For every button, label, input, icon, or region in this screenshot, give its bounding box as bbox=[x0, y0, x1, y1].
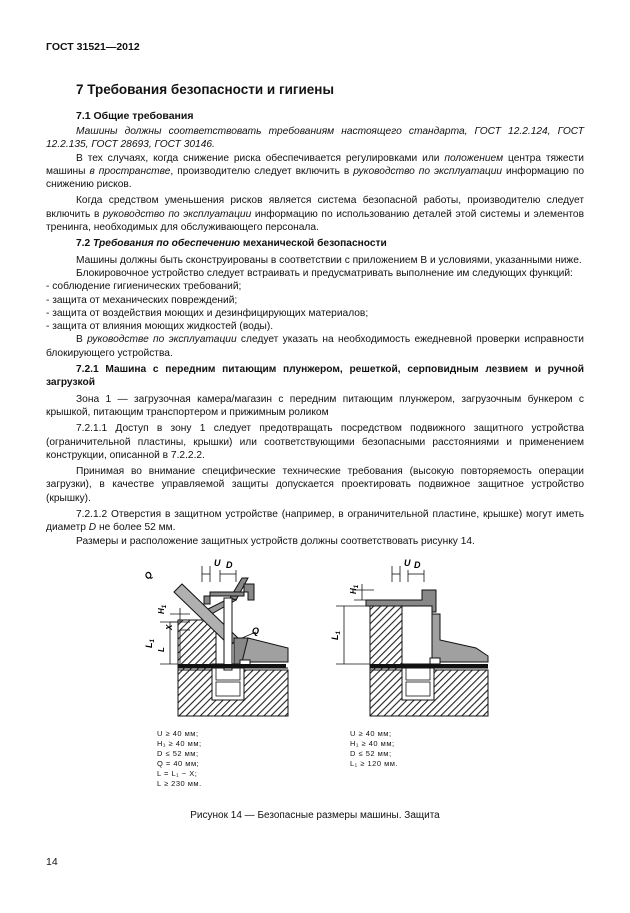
s71-paragraph-1: Машины должны соответствовать требованиям настоящего стандарта, ГОСТ 12.2.124, ГОСТ 12.2.135, ГОСТ 28693, ГОСТ 30146. bbox=[46, 126, 584, 151]
subsection-7-2-title: 7.2 Требования по обеспечению механической безопасности bbox=[76, 238, 387, 250]
left-machine-drawing bbox=[142, 558, 288, 716]
list-item: - соблюдение гигиенических требований; bbox=[46, 281, 242, 293]
s71-paragraph-3: Когда средством уменьшения рисков является система безопасной работы, производителю следует включить в руководство по эксплуатации информацию по использованию деталей этой системы и элементов тренинга, необходимых для обслуживающего персонала. bbox=[46, 195, 584, 234]
s721-paragraph-1: Зона 1 — загрузочная камера/магазин с передним питающим плунжером, загрузочным бункером с крышкой, питающим транспортером и прижимным роликом bbox=[46, 393, 584, 418]
legend-line: L₁ ≥ 120 мм. bbox=[350, 759, 398, 768]
s721-paragraph-5: Размеры и расположение защитных устройств должны соответствовать рисунку 14. bbox=[76, 535, 475, 547]
document-header: ГОСТ 31521—2012 bbox=[46, 41, 140, 53]
s72-paragraph-1: Машины должны быть сконструированы в соответствии с приложением В и условиями, указанными ниже. bbox=[76, 254, 582, 266]
legend-right bbox=[350, 729, 398, 769]
legend-line: H₁ ≥ 40 мм; bbox=[350, 739, 395, 748]
legend-line: L ≥ 230 мм. bbox=[157, 779, 202, 788]
list-item: - защита от механических повреждений; bbox=[46, 294, 238, 306]
label-l: L bbox=[157, 647, 166, 652]
legend-line: L = L₁ − X; bbox=[157, 769, 198, 778]
document-body bbox=[46, 125, 584, 548]
left-outlet-slope bbox=[242, 638, 288, 662]
legend-line: H₁ ≥ 40 мм; bbox=[157, 739, 202, 748]
right-machine-drawing bbox=[330, 558, 488, 716]
page-number: 14 bbox=[46, 856, 58, 868]
subsection-7-2-1-title: 7.2.1 Машина с передним питающим плунжером, решеткой, серповидным лезвием и ручной загрузкой bbox=[46, 364, 584, 389]
label-u-right: U bbox=[404, 558, 411, 568]
right-outlet-slope bbox=[432, 614, 488, 662]
legend-line: D ≤ 52 мм; bbox=[350, 749, 392, 758]
label-h1: $H_1$ bbox=[157, 604, 168, 614]
figure-caption: Рисунок 14 — Безопасные размеры машины. Защита bbox=[190, 810, 440, 821]
legend-line: U ≥ 40 мм; bbox=[157, 729, 199, 738]
subsection-7-1-title: 7.1 Общие требования bbox=[76, 110, 194, 122]
legend-line: D ≤ 52 мм; bbox=[157, 749, 199, 758]
s71-paragraph-2: В тех случаях, когда снижение риска обеспечивается регулировками или положением центра тяжести машины в пространстве, производителю следует включить в руководство по эксплуатации информацию по снижению рисков. bbox=[46, 152, 584, 191]
label-x: X bbox=[165, 624, 174, 630]
right-feed-belt bbox=[370, 664, 488, 668]
right-feed-channel bbox=[402, 606, 432, 664]
s72-paragraph-2: Блокировочное устройство следует встраивать и предусматривать выполнение им следующих функций: bbox=[76, 267, 573, 279]
left-feed-belt bbox=[178, 664, 286, 668]
list-item: - защита от влияния моющих жидкостей (воды). bbox=[46, 321, 274, 333]
right-wall-block bbox=[370, 606, 402, 670]
section-title: 7 Требования безопасности и гигиены bbox=[76, 82, 334, 97]
legend-line: Q = 40 мм; bbox=[157, 759, 200, 768]
s721-paragraph-2: 7.2.1.1 Доступ в зону 1 следует предотвращать посредством подвижного защитного устройства (ограничительной пластины, крышки) или соответствующими безопасными расстояниями и применением конструкции, описанной в 7.2.2.2. bbox=[46, 423, 584, 461]
label-q-top: Q bbox=[142, 569, 155, 582]
s721-paragraph-4: 7.2.1.2 Отверстия в защитном устройстве (например, в ограничительной пластине, крышке) могут иметь диаметр D не более 52 мм. bbox=[46, 509, 584, 534]
legend-line: U ≥ 40 мм; bbox=[350, 729, 392, 738]
label-d-right: D bbox=[414, 560, 421, 570]
s721-paragraph-3: Принимая во внимание специфические технические требования (высокую повторяемость операции загрузки), в качестве управляемой защиты допускается проектировать подвижное защитное устройство (крышку). bbox=[46, 466, 584, 504]
label-u: U bbox=[214, 558, 221, 568]
label-d: D bbox=[226, 560, 233, 570]
legend-left bbox=[157, 729, 202, 789]
label-q-side: Q bbox=[252, 626, 260, 636]
label-l1-right: $L_1$ bbox=[330, 631, 342, 640]
list-item: - защита от воздействия моющих и дезинфицирующих материалов; bbox=[46, 307, 369, 319]
s72-paragraph-3: В руководстве по эксплуатации следует указать на необходимость ежедневной проверки исправности блокирующего устройства. bbox=[46, 334, 584, 359]
label-h1-right: $H_1$ bbox=[349, 584, 360, 594]
label-l1: $L_1$ bbox=[144, 639, 156, 648]
figure-14-diagram bbox=[130, 552, 500, 727]
